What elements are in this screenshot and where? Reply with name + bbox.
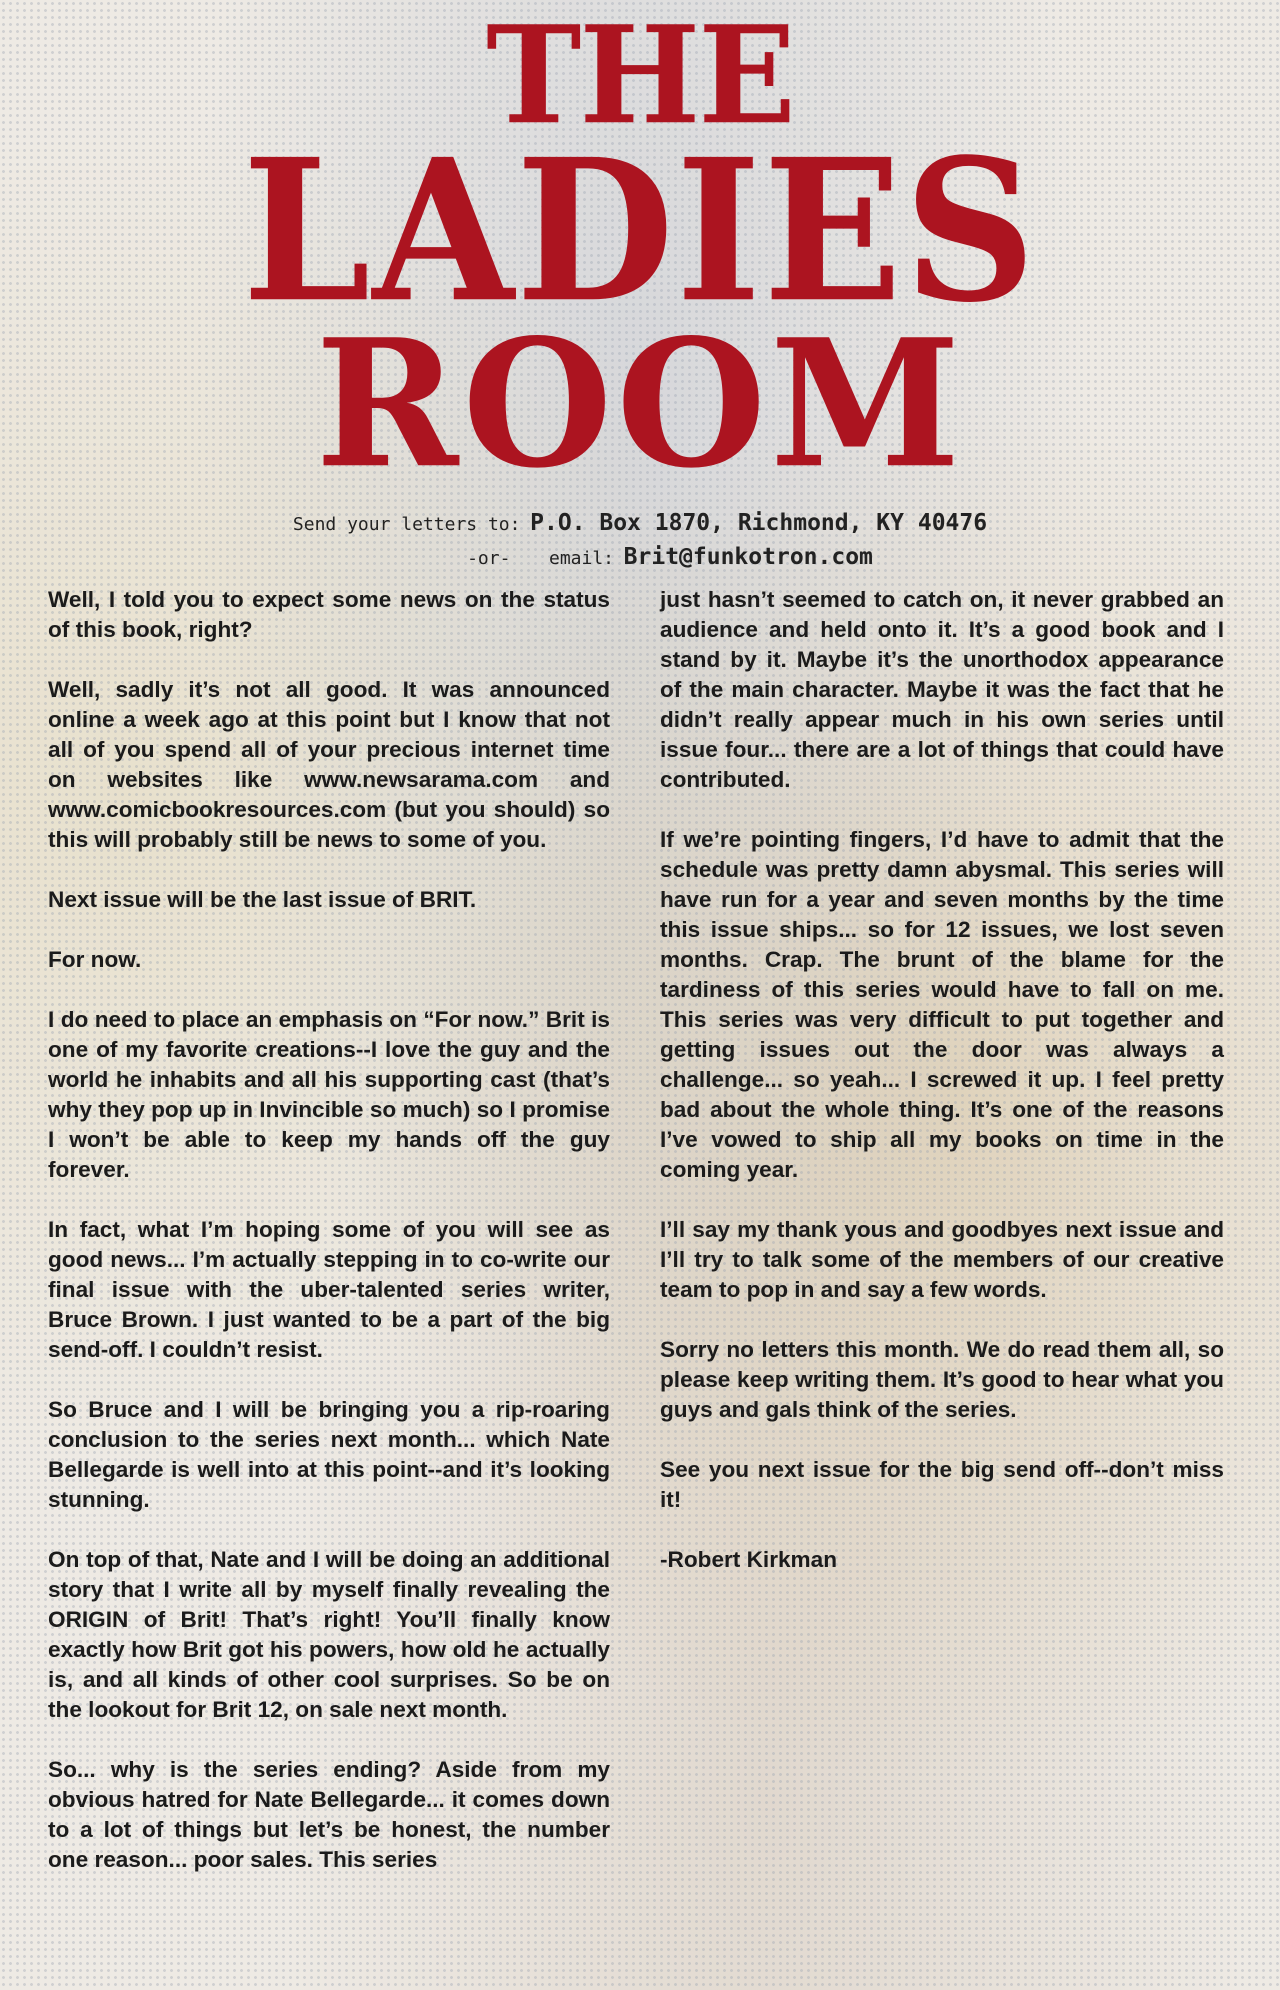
paragraph: Sorry no letters this month. We do read them all, so please keep writing them. It’s good to hear what you guys and gals think of the series. bbox=[660, 1337, 1224, 1422]
paragraph: Next issue will be the last issue of BRIT. bbox=[48, 887, 477, 912]
title-line-the: THE bbox=[486, 0, 794, 155]
title-line-room: ROOM bbox=[315, 299, 965, 508]
paragraph: Well, sadly it’s not all good. It was announced online a week ago at this point but I know that not all of you spend all of your precious internet time on websites like www.newsarama.com and www.comicbookresources.com (but you should) so this will probably still be news to some of you. bbox=[48, 677, 610, 852]
paragraph: just hasn’t seemed to catch on, it never grabbed an audience and held onto it. It’s a good book and I stand by it. Maybe it’s the unorthodox appearance of the main character. Maybe it was the fact that he didn’t really appear much in his own series until issue four... there are a lot of things that could have contributed. bbox=[660, 587, 1224, 792]
paragraph: I’ll say my thank yous and goodbyes next issue and I’ll try to talk some of the members of our creative team to pop in and say a few words. bbox=[660, 1217, 1224, 1302]
paragraph: On top of that, Nate and I will be doing an additional story that I write all by myself finally revealing the ORIGIN of Brit! That’s right! You’ll finally know exactly how Brit got his powers, how old he actually is, and all kinds of other cool surprises. So be on the lookout for Brit 12, on sale next month. bbox=[48, 1547, 610, 1722]
paragraph: So Bruce and I will be bringing you a rip-roaring conclusion to the series next month... which Nate Bellegarde is well into at this point--and it’s looking stunning. bbox=[48, 1397, 610, 1512]
send-letters-label: Send your letters to: bbox=[292, 514, 521, 535]
paragraph: So... why is the series ending? Aside from my obvious hatred for Nate Bellegarde... it comes down to a lot of things but let’s be honest, the number one reason... poor sales. This series bbox=[48, 1757, 610, 1872]
letter-column-right bbox=[660, 585, 1224, 1605]
or-label: -or- bbox=[467, 548, 511, 569]
signature: -Robert Kirkman bbox=[660, 1547, 838, 1572]
paragraph: In fact, what I’m hoping some of you will see as good news... I’m actually stepping in to co-write our final issue with the uber-talented series writer, Bruce Brown. I just wanted to be a part of the big send-off. I couldn’t resist. bbox=[48, 1217, 610, 1362]
paragraph: If we’re pointing fingers, I’d have to admit that the schedule was pretty damn abysmal. This series will have run for a year and seven months by the time this issue ships... so for 12 issues, we lost seven months. Crap. The brunt of the blame for the tardiness of this series would have to fall on me. This series was very difficult to put together and getting issues out the door was always a challenge... so yeah... I screwed it up. I feel pretty bad about the whole thing. It’s one of the reasons I’ve vowed to ship all my books on time in the coming year. bbox=[660, 827, 1224, 1182]
paragraph: See you next issue for the big send off--don’t miss it! bbox=[660, 1457, 1224, 1512]
email-label: email: bbox=[548, 548, 615, 569]
letter-column-left bbox=[48, 585, 610, 1905]
paragraph: I do need to place an emphasis on “For now.” Brit is one of my favorite creations--I love the guy and the world he inhabits and all his supporting cast (that’s why they pop up in Invincible so much) so I promise I won’t be able to keep my hands off the guy forever. bbox=[48, 1007, 610, 1182]
postal-address: P.O. Box 1870, Richmond, KY 40476 bbox=[530, 510, 988, 536]
title-line-ladies: LADIES bbox=[242, 115, 1038, 346]
email-address[interactable]: Brit@funkotron.com bbox=[623, 544, 873, 570]
paragraph: Well, I told you to expect some news on the status of this book, right? bbox=[48, 587, 610, 642]
paragraph: For now. bbox=[48, 947, 142, 972]
email-line bbox=[30, 544, 1280, 570]
mailing-address-line bbox=[0, 510, 1280, 536]
